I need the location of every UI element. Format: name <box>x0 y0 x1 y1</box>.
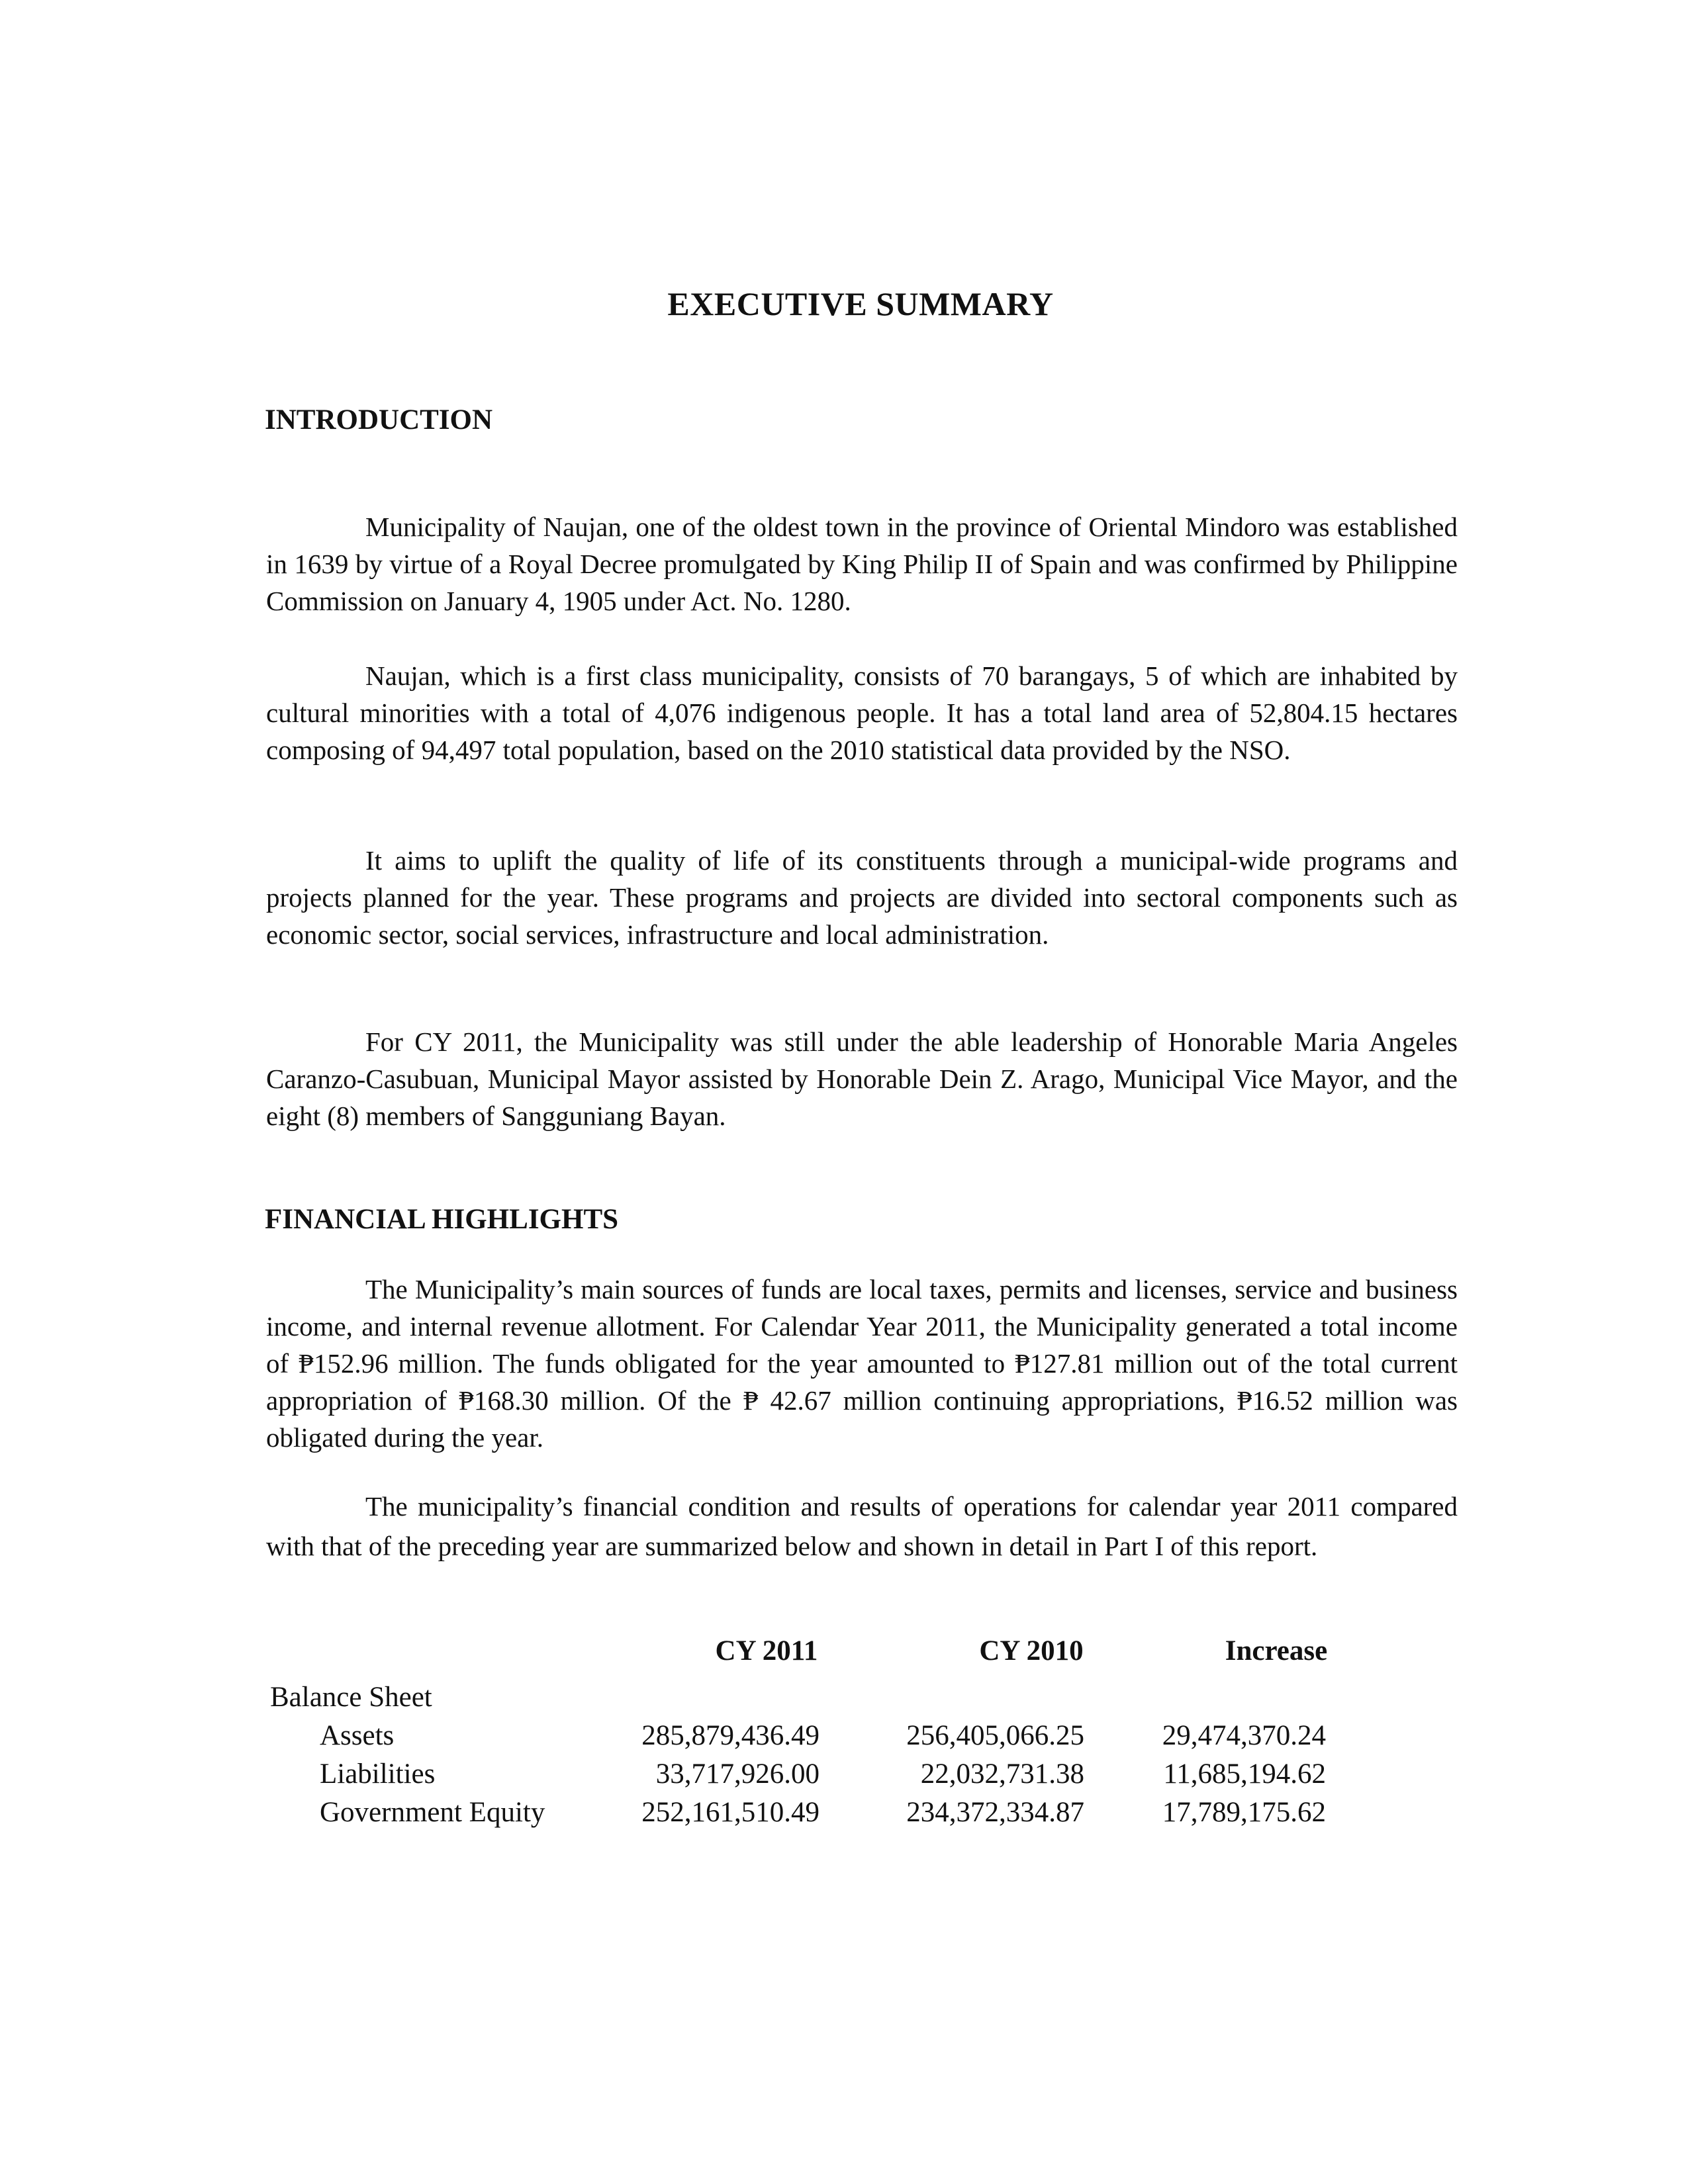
table-row <box>270 1719 1435 1758</box>
table-row <box>270 1796 1435 1835</box>
cell-cy2011: 252,161,510.49 <box>641 1797 820 1828</box>
financial-paragraph-2: The municipality’s financial condition and results of operations for calendar year 2011 compared with that of the preceding year are summarized below and shown in detail in Part I of this report. <box>266 1491 1458 1561</box>
intro-paragraph-2: Naujan, which is a first class municipality, consists of 70 barangays, 5 of which are inhabited by cultural minorities with a total of 4,076 indigenous people. It has a total land area of 52,804.15 hectares composing of 94,497 total population, based on the 2010 statistical data provided by the NSO. <box>266 660 1458 765</box>
financial-highlights-heading: FINANCIAL HIGHLIGHTS <box>265 1204 619 1235</box>
intro-paragraph-3: It aims to uplift the quality of life of its constituents through a municipal-wide programs and projects planned for the year. These programs and projects are divided into sectoral components such as economic sector, social services, infrastructure and local administration. <box>266 845 1458 950</box>
row-label: Assets <box>320 1720 395 1751</box>
introduction-heading: INTRODUCTION <box>265 404 493 435</box>
column-header-increase: Increase <box>1225 1635 1328 1666</box>
cell-increase: 17,789,175.62 <box>1162 1797 1326 1828</box>
cell-cy2010: 256,405,066.25 <box>906 1720 1084 1751</box>
section-label: Balance Sheet <box>270 1682 432 1713</box>
table-section-row <box>270 1681 1435 1719</box>
financial-paragraph-1: The Municipality’s main sources of funds are local taxes, permits and licenses, service and business income, and internal revenue allotment. For Calendar Year 2011, the Municipality generated a total income of ₱152.96 million. The funds obligated for the year amounted to ₱127.81 million out of the total current appropriation of ₱168.30 million. Of the ₱ 42.67 million continuing appropriations, ₱16.52 million was obligated during the year. <box>266 1274 1458 1453</box>
cell-increase: 29,474,370.24 <box>1162 1720 1326 1751</box>
cell-cy2011: 285,879,436.49 <box>641 1720 820 1751</box>
row-label: Liabilities <box>320 1758 436 1790</box>
intro-paragraph-1: Municipality of Naujan, one of the oldest town in the province of Oriental Mindoro was established in 1639 by virtue of a Royal Decree promulgated by King Philip II of Spain and was confirmed by Philippine Commission on January 4, 1905 under Act. No. 1280. <box>266 512 1458 616</box>
row-label: Government Equity <box>320 1797 545 1828</box>
cell-increase: 11,685,194.62 <box>1163 1758 1326 1790</box>
page-title: EXECUTIVE SUMMARY <box>667 285 1054 322</box>
intro-paragraph-4: For CY 2011, the Municipality was still under the able leadership of Honorable Maria Angeles Caranzo-Casubuan, Municipal Mayor assisted by Honorable Dein Z. Arago, Municipal Vice Mayor, and the eight (8) members of Sangguniang Bayan. <box>266 1026 1458 1131</box>
table-row <box>270 1758 1435 1796</box>
cell-cy2010: 22,032,731.38 <box>920 1758 1084 1790</box>
column-header-cy2010: CY 2010 <box>979 1635 1084 1666</box>
cell-cy2010: 234,372,334.87 <box>906 1797 1084 1828</box>
column-header-cy2011: CY 2011 <box>715 1635 818 1666</box>
cell-cy2011: 33,717,926.00 <box>655 1758 820 1790</box>
